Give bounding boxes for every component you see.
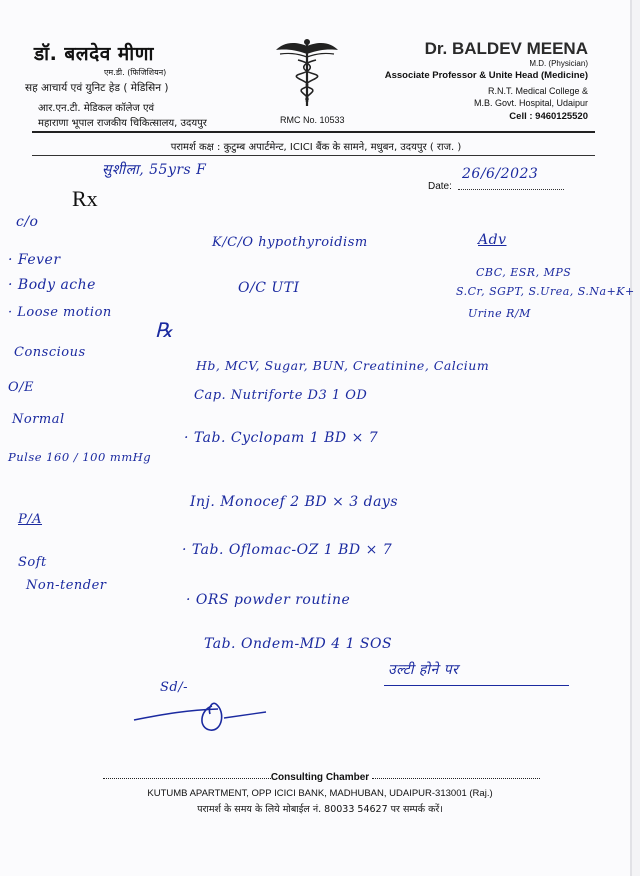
exam-note: P/A: [18, 512, 43, 527]
doctor-name-hindi: डॉ. बलदेव मीणा: [34, 43, 154, 65]
note-underline: [384, 685, 569, 686]
bp-reading: Pulse 160 / 100 mmHg: [8, 450, 152, 464]
diagnosis: K/C/O hypothyroidism: [212, 235, 368, 250]
rx-mark: ℞: [155, 318, 174, 342]
rx-line: Tab. Ondem-MD 4 1 SOS: [204, 636, 393, 652]
rx-line: Hb, MCV, Sugar, BUN, Creatinine, Calcium: [196, 358, 490, 373]
institution-hindi-line2: महाराणा भूपाल राजकीय चिकित्सालय, उदयपुर: [38, 118, 207, 129]
doctor-degree-english: M.D. (Physician): [529, 59, 588, 68]
rmc-number: RMC No. 10533: [280, 115, 345, 125]
complaint-item: · Fever: [8, 252, 61, 268]
rx-line: Cap. Nutriforte D3 1 OD: [194, 388, 368, 403]
exam-note: Non-tender: [26, 578, 107, 593]
exam-note: O/E: [8, 380, 35, 395]
rx-symbol: Rx: [72, 186, 98, 211]
consultation-address: परामर्श कक्ष : कुटुम्ब अपार्टमेन्ट, ICICI बैंक के सामने, मधुबन, उदयपुर ( राज. ): [170, 142, 462, 153]
hindi-instruction: उल्टी होने पर: [388, 662, 459, 678]
doctor-name-english: Dr. BALDEV MEENA: [424, 39, 588, 58]
doctor-cell: Cell : 9460125520: [509, 111, 588, 122]
rx-line: · ORS powder routine: [186, 592, 351, 608]
advice-title: Adv: [478, 232, 507, 248]
complaint-header: c/o: [16, 214, 39, 230]
date-label: Date:: [428, 181, 452, 192]
advice-line: S.Cr, SGPT, S.Urea, S.Na+K+: [456, 285, 635, 298]
rx-line: · Tab. Cyclopam 1 BD × 7: [184, 430, 379, 446]
patient-name: सुशीला, 55yrs F: [102, 162, 207, 178]
consulting-chamber-title: Consulting Chamber: [270, 772, 370, 783]
complaint-item: · Loose motion: [8, 305, 112, 320]
doctor-title-english: Associate Professor & Unite Head (Medicine): [384, 70, 588, 81]
header-divider: [32, 131, 595, 133]
exam-note: Soft: [18, 555, 47, 570]
address-divider: [32, 155, 595, 156]
date-line: [458, 189, 564, 190]
signature-mark: [128, 692, 273, 737]
exam-note: Normal: [12, 412, 65, 427]
institution-english-line2: M.B. Govt. Hospital, Udaipur: [473, 98, 588, 108]
advice-line: CBC, ESR, MPS: [476, 266, 572, 279]
chamber-address: KUTUMB APARTMENT, OPP ICICI BANK, MADHUBAN, UDAIPUR-313001 (Raj.): [147, 788, 493, 799]
appointment-note: परामर्श के समय के लिये मोबाईल नं. 80033 54627 पर सम्पर्क करें।: [197, 804, 443, 815]
complaint-item: · Body ache: [8, 277, 96, 293]
institution-hindi-line1: आर.एन.टी. मेडिकल कॉलेज एवं: [38, 103, 155, 114]
handwritten-date: 26/6/2023: [462, 166, 539, 182]
signature-initials: Sd/-: [160, 680, 188, 695]
rx-line: · Tab. Oflomac-OZ 1 BD × 7: [182, 542, 393, 558]
caduceus-icon: [274, 36, 340, 108]
doctor-degree-hindi: एम.डी. (फिजिशियन): [104, 68, 167, 77]
rx-line: Inj. Monocef 2 BD × 3 days: [190, 494, 399, 510]
institution-english-line1: R.N.T. Medical College &: [487, 86, 588, 96]
exam-note: Conscious: [14, 345, 86, 360]
doctor-title-hindi: सह आचार्य एवं युनिट हेड ( मेडिसिन ): [25, 82, 169, 94]
advice-line: Urine R/M: [468, 307, 531, 320]
diagnosis: O/C UTI: [238, 280, 300, 296]
